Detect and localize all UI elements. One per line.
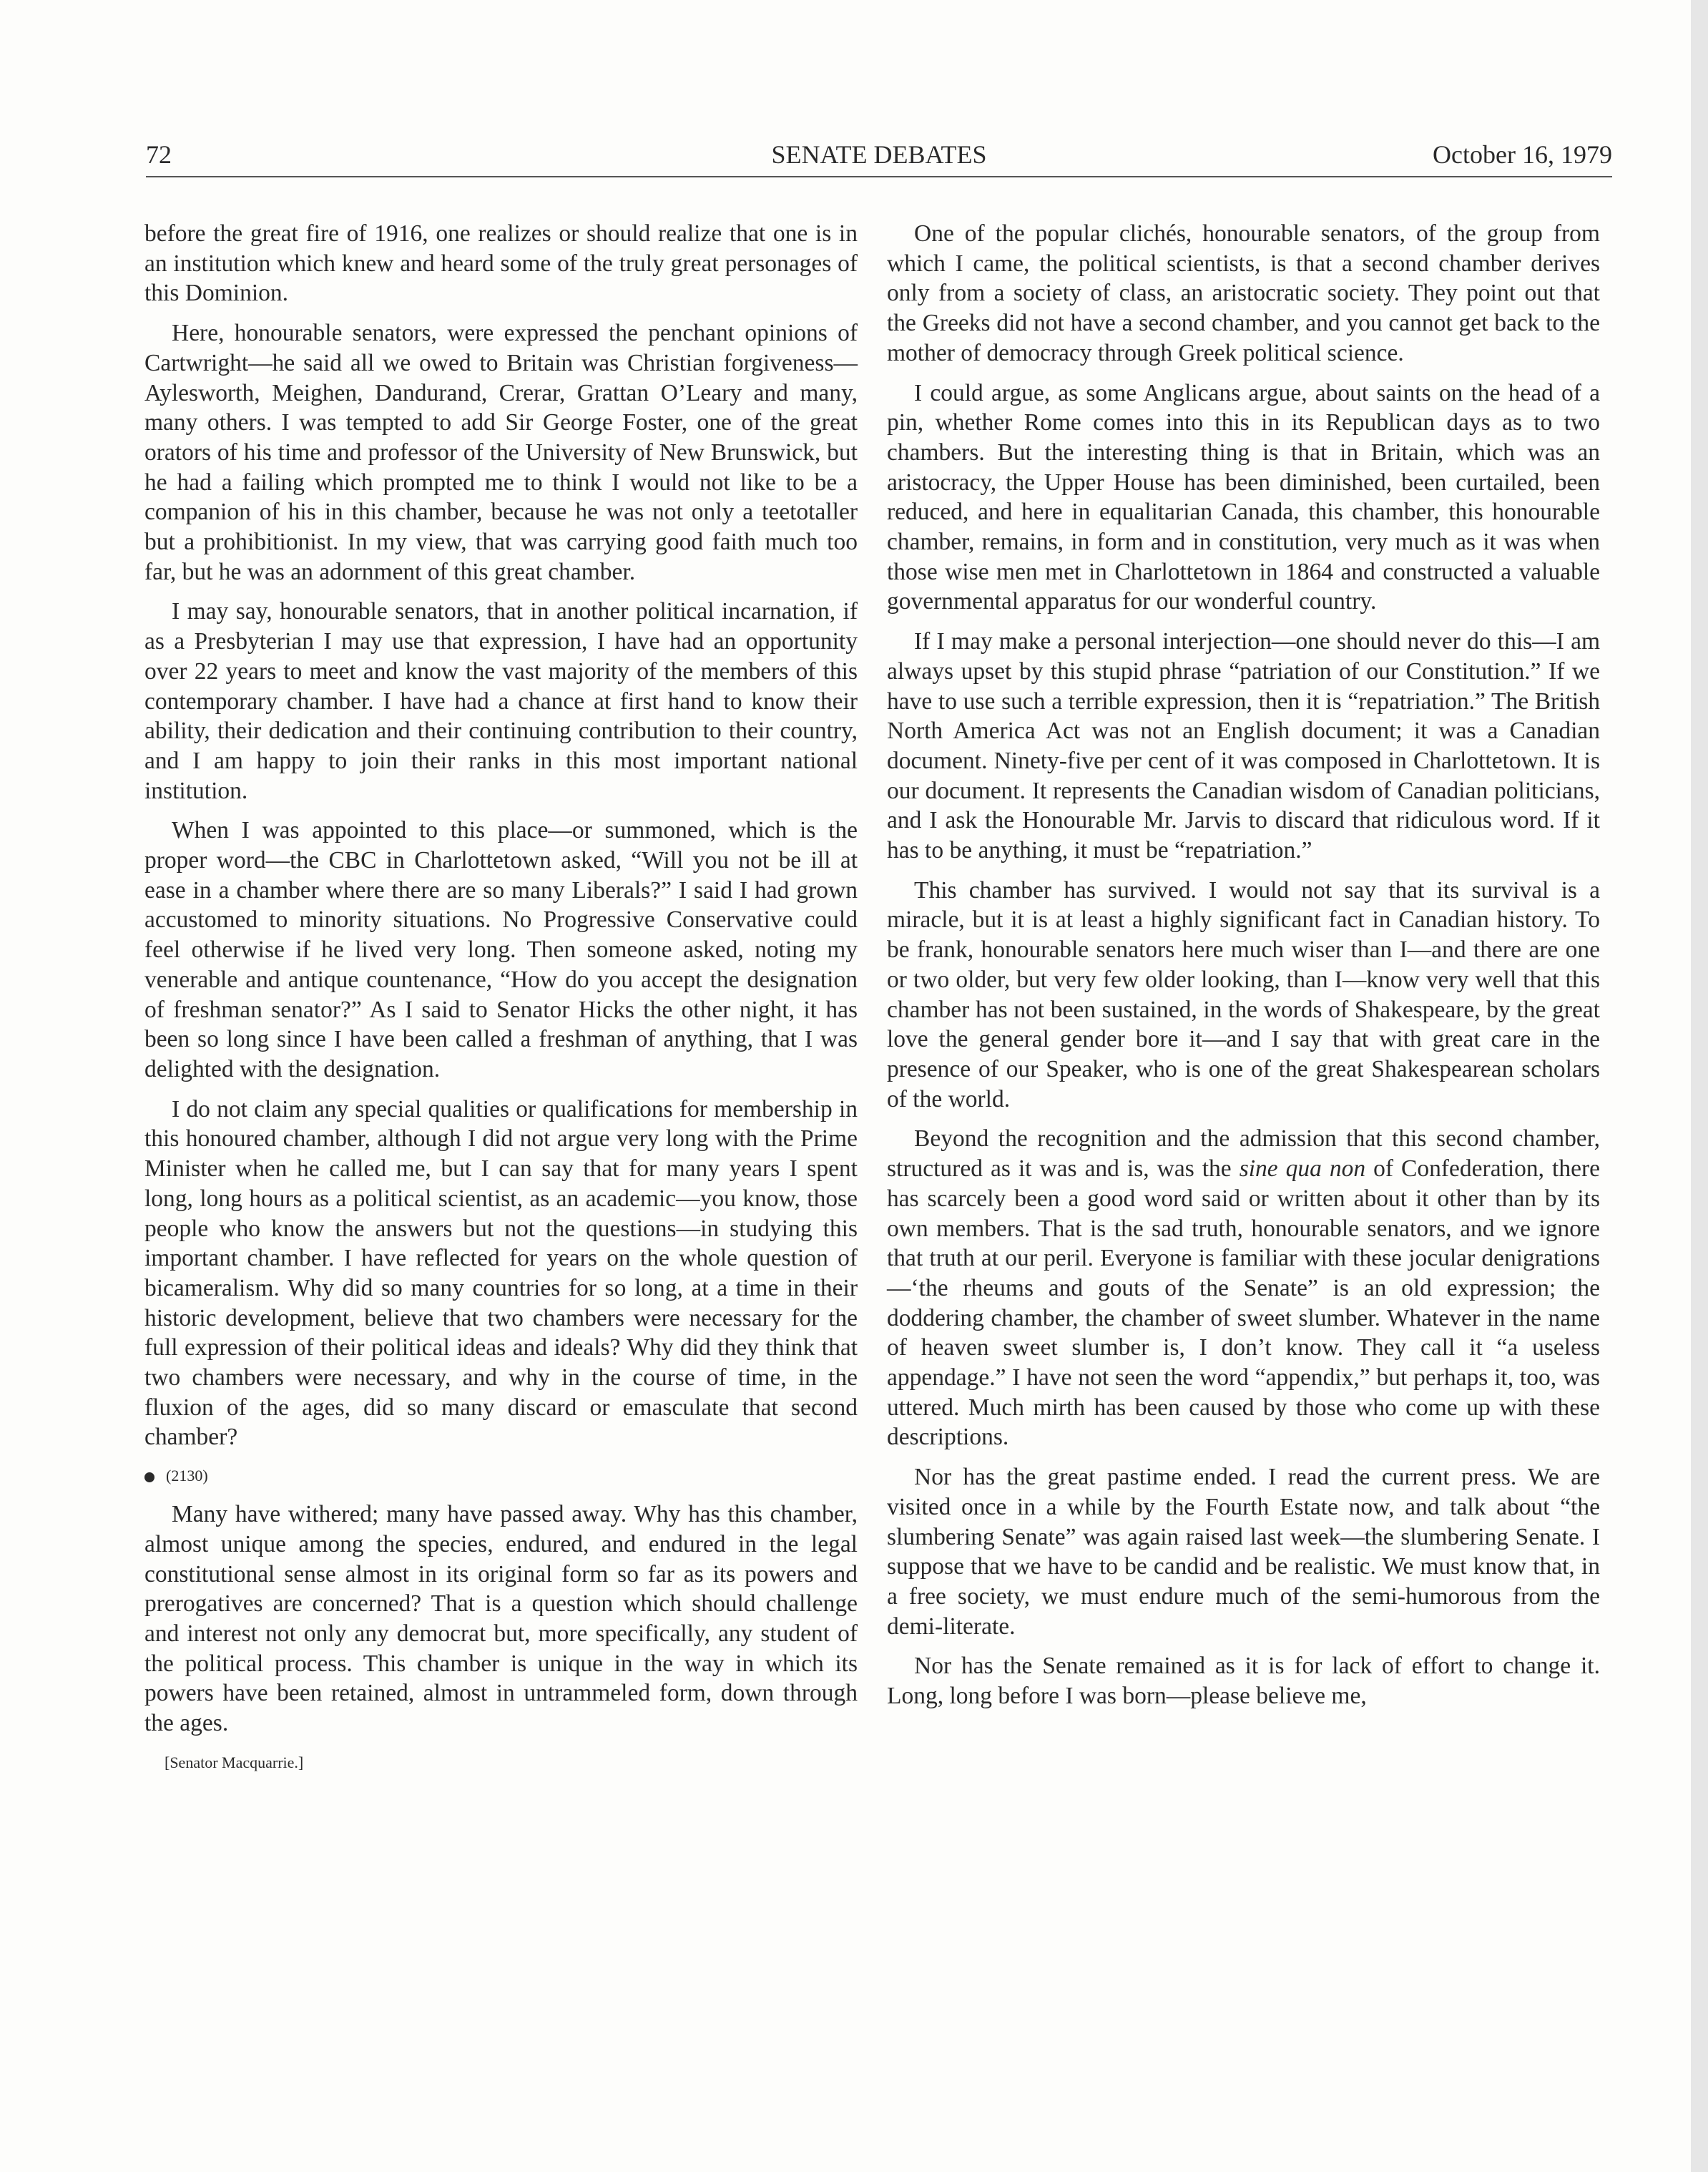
- time-marker-text: (2130): [166, 1467, 208, 1485]
- bullet-dot-icon: [144, 1472, 154, 1482]
- paragraph-text: Beyond the recognition and the admission that this second chamber, structured as it was and is, was the: [887, 1125, 1600, 1183]
- paragraph: I do not claim any special qualities or qualifications for membership in this honoured chamber, although I did not argue very long with the Prime Minister when he called me, but I can say that for many years I spent long, long hours as a political scientist, as an academic—you know, those people who know the answers but not the questions—in studying this important chamber. I have reflected for years on the whole question of bicameralism. Why did so many countries for so long, at a time in their historic development, believe that two chambers were necessary for the full expression of their political ideas and ideals? Why did they think that two chambers were necessary, and why in the course of time, in the fluxion of the ages, did so many discard or emasculate that second chamber?: [144, 1095, 858, 1451]
- paragraph: I could argue, as some Anglicans argue, about saints on the head of a pin, whether Rome comes into this in its Republican days as to two chambers. But the interesting thing is that in Britain, which was an aristocracy, the Upper House has been diminished, been curtailed, been reduced, and here in equalitarian Canada, this chamber, this honourable chamber, remains, in form and in constitution, very much as it was when those wise men met in Charlottetown in 1864 and constructed a valuable governmental apparatus for our wonderful country.: [887, 379, 1600, 615]
- header-date: October 16, 1979: [1433, 140, 1612, 169]
- paragraph: One of the popular clichés, honourable senators, of the group from which I came, the political scientists, is that a second chamber derives only from a society of class, an aristocratic society. They point out that the Greeks did not have a second chamber, and you cannot get back to the mother of democracy through Greek political science.: [887, 220, 1600, 366]
- running-title: SENATE DEBATES: [771, 140, 987, 169]
- page-number: 72: [146, 140, 172, 169]
- paragraph: This chamber has survived. I would not say that its survival is a miracle, but it is at least a highly significant fact in Canadian history. To be frank, honourable senators here much wiser than I—and there are one or two older, but very few older looking, than I—know very well that this chamber has not been sustained, in the words of Shakespeare, by the great love the general gender bore it—and I say that with great care in the presence of our Speaker, who is one of the great Shakespearean scholars of the world.: [887, 876, 1600, 1112]
- paragraph: Here, honourable senators, were expressed the penchant opinions of Cartwright—he said all we owed to Britain was Christian forgiveness—Aylesworth, Meighen, Dandurand, Crerar, Grattan O’Leary and many, many others. I was tempted to add Sir George Foster, one of the great orators of his time and professor of the University of New Brunswick, but he had a failing which prompted me to think I would not like to be a companion of his in this chamber, because he was not only a teetotaller but a prohibitionist. In my view, that was carrying good faith much too far, but he was an adornment of this great chamber.: [144, 320, 858, 585]
- paragraph: I may say, honourable senators, that in another political incarnation, if as a Presbyterian I may use that expression, I have had an opportunity over 22 years to meet and know the vast majority of the members of this contemporary chamber. I have had a chance at first hand to know their ability, their dedication and their continuing contribution to their country, and I am happy to join their ranks in this most important national institution.: [144, 598, 858, 804]
- paragraph: before the great fire of 1916, one realizes or should realize that one is in an institution which knew and heard some of the truly great personages of this Dominion.: [144, 220, 858, 307]
- latin-phrase: sine qua non: [1239, 1155, 1366, 1183]
- right-column: [887, 219, 1600, 1721]
- paragraph: [887, 1124, 1600, 1452]
- page-edge: [1691, 0, 1708, 2172]
- paragraph: Nor has the Senate remained as it is for lack of effort to change it. Long, long before I was born—please believe me,: [887, 1653, 1600, 1710]
- left-column: [144, 219, 858, 1776]
- paragraph-text: of Confederation, there has scarcely been a good word said or written about it other than by its own members. That is the sad truth, honourable senators, and we ignore that truth at our peril. Everyone is familiar with these jocular denigrations—‘the rheums and gouts of the Senate” is an old expression; the doddering chamber, the chamber of sweet slumber. Whatever in the name of heaven sweet slumber is, I don’t know. They call it “a useless appendage.” I have not seen the word “appendix,” but perhaps it, too, was uttered. Much mirth has been caused by those who come up with these descriptions.: [887, 1155, 1601, 1451]
- time-marker: [144, 1462, 858, 1489]
- paragraph: Many have withered; many have passed away. Why has this chamber, almost unique among the species, endured, and endured in the legal constitutional sense almost in its original form so far as its powers and prerogatives are concerned? That is a question which should challenge and interest not only any democrat but, more specifically, any student of the political process. This chamber is unique in the way in which its powers have been retained, almost in untrammeled form, down through the ages.: [144, 1501, 858, 1737]
- paragraph: Nor has the great pastime ended. I read the current press. We are visited once in a while by the Fourth Estate now, and talk about “the slumbering Senate” was again raised last week—the slumbering Senate. I suppose that we have to be candid and be realistic. We must know that, in a free society, we must endure much of the semi-humorous from the demi-literate.: [887, 1464, 1600, 1640]
- paragraph: When I was appointed to this place—or summoned, which is the proper word—the CBC in Charlottetown asked, “Will you not be ill at ease in a chamber where there are so many Liberals?” I said I had grown accustomed to minority situations. No Progressive Conservative could feel otherwise if he lived very long. Then someone asked, noting my venerable and antique countenance, “How do you accept the designation of freshman senator?” As I said to Senator Hicks the other night, it has been so long since I have been called a freshman of anything, that I was delighted with the designation.: [144, 817, 858, 1082]
- page-header: [146, 136, 1612, 177]
- speaker-attribution: [Senator Macquarrie.]: [165, 1753, 304, 1771]
- paragraph: If I may make a personal interjection—one should never do this—I am always upset by this stupid phrase “patriation of our Constitution.” If we have to use such a terrible expression, then it is “repatriation.” The British North America Act was not an English document; it was a Canadian document. Ninety-five per cent of it was composed in Charlottetown. It is our document. It represents the Canadian wisdom of Canadian politicians, and I ask the Honourable Mr. Jarvis to discard that ridiculous word. If it has to be anything, it must be “repatriation.”: [887, 628, 1600, 864]
